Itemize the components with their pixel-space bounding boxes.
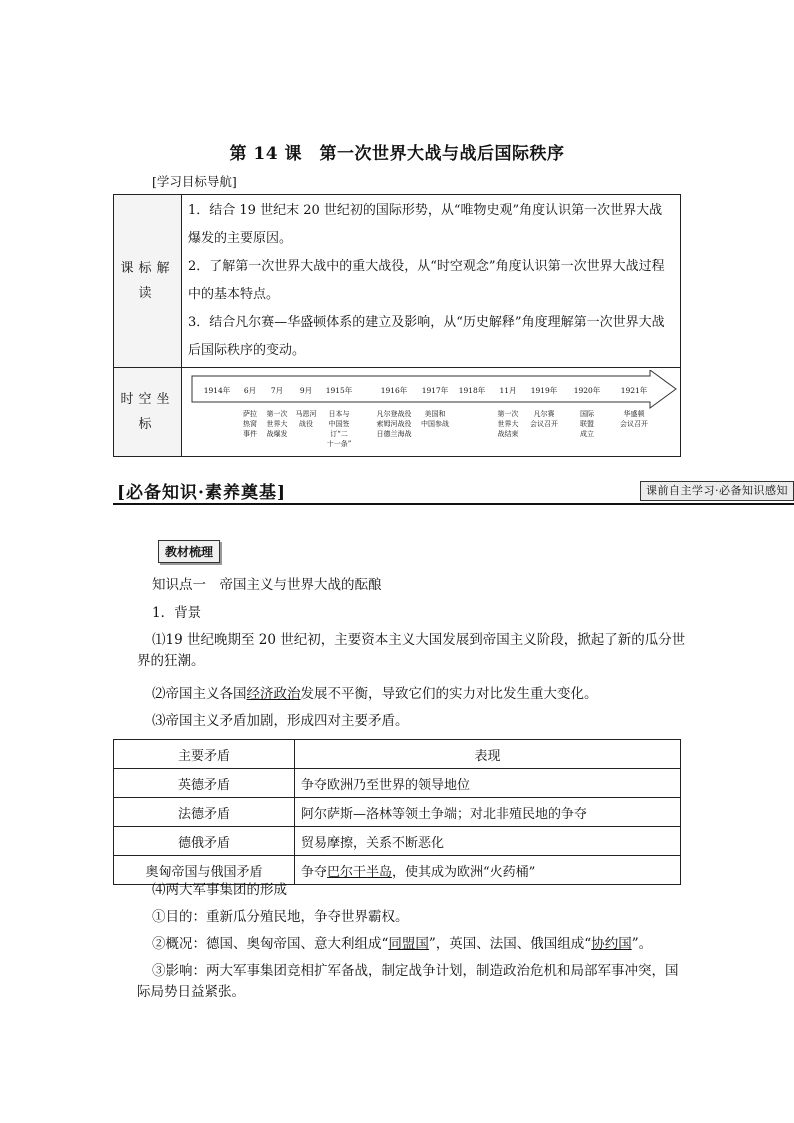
banner-divider [113,503,794,505]
timeline-event-label: 凡尔赛 [533,410,555,418]
text: 贸易摩擦，关系不断恶化 [301,835,445,851]
timeline-date: 11月 [499,386,517,395]
text: 争夺 [301,864,328,880]
text: ⑵帝国主义各国 [152,686,247,702]
timeline-event-label: 第一次 [266,410,288,418]
timeline-date: 1916年 [380,386,408,395]
timeline-event-label: 世界大 [497,420,519,428]
timeline-event-label: 凡尔登战役 [376,410,412,418]
blocs-impact: ③影响：两大军事集团竞相扩军备战，制定战争计划，制造政治危机和局部军事冲突，国际局势日益紧张。 [137,963,679,1000]
background-point-1: ⑴19 世纪晚期至 20 世纪初，主要资本主义大国发展到帝国主义阶段，掀起了新的瓜分世界的狂潮。 [137,632,686,669]
lesson-title: 第 14 课 第一次世界大战与战后国际秩序 [229,144,565,164]
timeline-event-label: 联盟 [580,420,594,428]
section-banner [113,478,794,506]
timeline-event-label: 事件 [243,430,257,438]
timeline-event-label: 战爆发 [266,430,288,438]
curriculum-label: 课标解读 [114,195,182,368]
timeline-event-label: 订“二 [330,430,348,438]
table-row [114,827,681,856]
timeline-date: 1919年 [530,386,558,395]
text: ”。 [631,936,653,952]
table-header-row [114,740,681,769]
timeline-event-label: 战结束 [497,430,519,438]
timeline-graphic [182,370,680,454]
curriculum-goals [182,195,681,368]
table-row [114,798,681,827]
blocs-overview [152,934,652,955]
column-header: 表现 [295,740,681,769]
timeline-event-label: 美国和 [424,410,446,418]
text: 争夺欧洲乃至世界的领导地位 [301,777,471,793]
timeline-event-label: 国际 [580,410,594,418]
learning-goals-subhead: [学习目标导航] [152,174,237,189]
background-heading: 1．背景 [152,605,202,621]
background-point-2 [152,684,598,705]
timeline [182,370,680,454]
goal-item: 3．结合凡尔赛—华盛顿体系的建立及影响，从“历史解释”角度理解第一次世界大战后国际秩序的变动。 [188,315,665,358]
banner-title: [必备知识·素养奠基] [117,483,287,503]
column-header: 主要矛盾 [114,740,295,769]
underlined-text: 协约国 [591,936,632,952]
conflicts-table [113,739,681,885]
timeline-event-label: 中国签 [328,420,350,428]
conflict-description [295,827,681,856]
conflict-name: 英德矛盾 [114,769,295,798]
timeline-event-label: 热窝 [243,420,257,428]
goal-item: 2．了解第一次世界大战中的重大战役，从“时空观念”角度认识第一次世界大战过程中的基本特点。 [188,259,665,302]
timeline-event-label: 索姆河战役 [376,420,412,428]
timeline-event-label: 会议召开 [620,420,648,428]
underlined-text: 巴尔干半岛 [327,864,393,880]
blocs-purpose: ①目的：重新瓜分殖民地，争夺世界霸权。 [152,909,409,925]
conflict-description [295,798,681,827]
timeline-date: 6月 [243,386,257,395]
blocs-heading: ⑷两大军事集团的形成 [152,882,287,898]
timeline-event-label: 会议召开 [530,420,558,428]
learning-goals-table [113,194,681,457]
timeline-date: 1915年 [325,386,353,395]
background-point-3: ⑶帝国主义矛盾加剧，形成四对主要矛盾。 [152,713,409,729]
timeline-date: 1921年 [620,386,648,395]
banner-tag: 课前自主学习·必备知识感知 [640,481,794,501]
timeline-event-label: 中国参战 [421,420,449,428]
table-row [114,769,681,798]
timeline-date: 1914年 [203,386,231,395]
timeline-date: 7月 [270,386,284,395]
text: 阿尔萨斯—洛林等领土争端；对北非殖民地的争夺 [301,806,588,822]
timeline-event-label: 战役 [299,420,313,428]
timeline-event-label: 世界大 [266,420,288,428]
timeline-event-label: 日本与 [328,410,350,418]
goal-item: 1．结合 19 世纪末 20 世纪初的国际形势，从“唯物史观”角度认识第一次世界大战爆发的主要原因。 [188,203,663,246]
knowledge-point-heading: 知识点一 帝国主义与世界大战的酝酿 [152,577,382,593]
conflict-name: 奥匈帝国与俄国矛盾 [114,856,295,885]
text: 发展不平衡，导致它们的实力对比发生重大变化。 [300,686,598,702]
conflict-description [295,769,681,798]
timeline-cell [182,368,681,457]
timeline-event-label: 马恩河 [295,410,317,418]
timeline-date: 9月 [299,386,313,395]
conflict-name: 德俄矛盾 [114,827,295,856]
timeline-date: 1918年 [458,386,486,395]
text: ②概况：德国、奥匈帝国、意大利组成“ [152,936,389,952]
timeline-event-label: 萨拉 [243,410,257,418]
underlined-text: 经济政治 [246,686,301,702]
text: ”，英国、法国、俄国组成“ [428,936,592,952]
textbook-review-label: 教材梳理 [158,540,220,563]
timeline-label: 时空坐标 [114,368,182,457]
timeline-date: 1920年 [573,386,601,395]
underlined-text: 同盟国 [388,936,429,952]
timeline-event-label: 成立 [580,430,594,438]
text: ，使其成为欧洲“火药桶” [392,864,536,880]
timeline-date: 1917年 [421,386,449,395]
timeline-event-label: 十一条” [326,440,352,448]
timeline-event-label: 华盛顿 [623,410,645,418]
timeline-event-label: 第一次 [497,410,519,418]
conflict-description [295,856,681,885]
timeline-event-label: 日德兰海战 [376,430,412,438]
conflict-name: 法德矛盾 [114,798,295,827]
